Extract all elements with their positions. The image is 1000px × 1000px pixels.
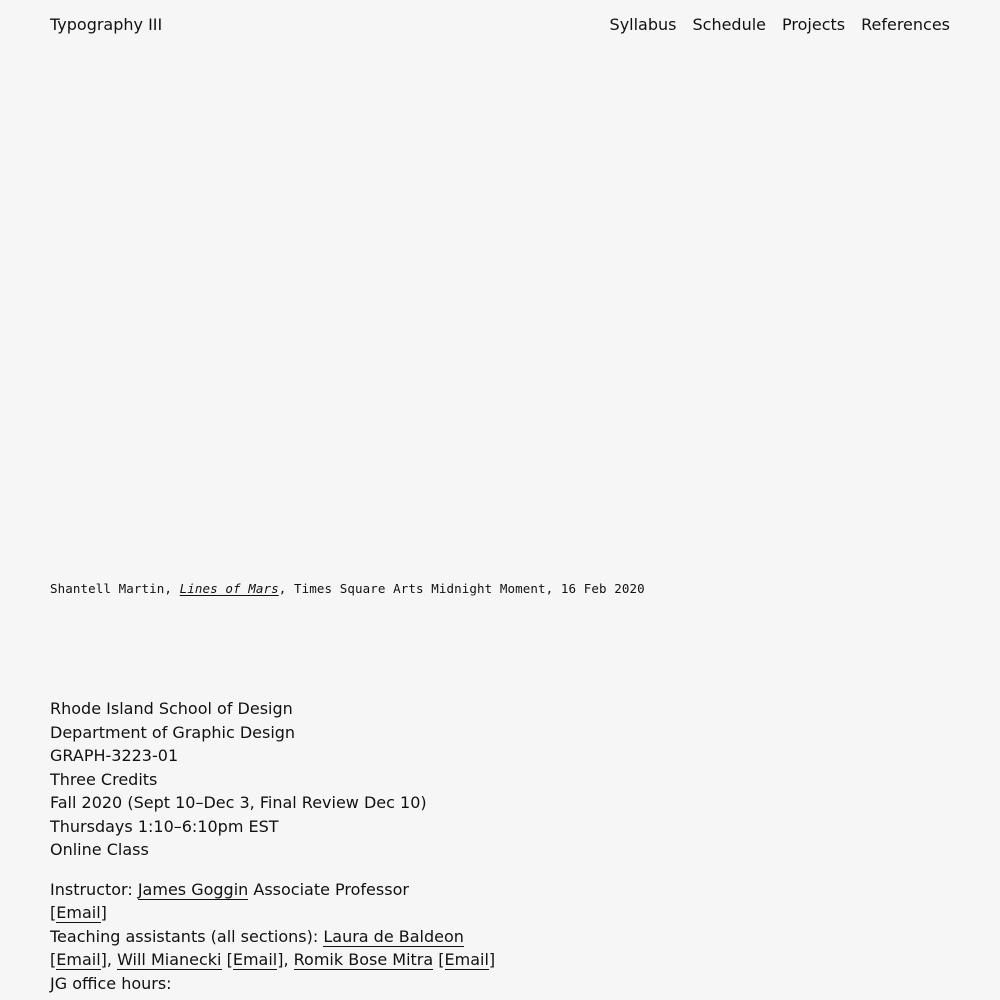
spacer <box>50 862 510 878</box>
ta-label: Teaching assistants (all sections): <box>50 926 324 946</box>
ta-laura-link[interactable]: Laura de Baldeon <box>323 926 464 946</box>
instructor-title: Associate Professor <box>248 879 409 899</box>
bracket-close: ] <box>488 950 496 969</box>
bracket-close: ] <box>100 950 107 969</box>
site-title[interactable]: Typography III <box>50 14 163 34</box>
site-header <box>50 12 950 36</box>
instructor-name-link[interactable]: James Goggin <box>137 879 249 899</box>
course-code: GRAPH-3223-01 <box>50 746 179 765</box>
caption-artist: Shantell Martin, <box>50 581 180 596</box>
course-meeting-time: Thursdays 1:10–6:10pm EST <box>50 816 279 836</box>
image-caption <box>50 581 645 596</box>
ta-will-link[interactable]: Will Mianecki <box>117 950 222 969</box>
nav-references-link[interactable]: References <box>861 14 950 34</box>
nav-schedule-link[interactable]: Schedule <box>692 14 767 34</box>
nav-projects-link[interactable]: Projects <box>782 14 846 34</box>
bracket-open: [ <box>50 950 57 969</box>
ta-romik-email-link[interactable]: Email <box>444 950 489 969</box>
course-format: Online Class <box>50 840 149 859</box>
office-hours-label: JG office hours: <box>50 973 172 993</box>
bracket-open: [ <box>50 903 57 922</box>
bracket-open: [ <box>438 950 445 969</box>
course-credits: Three Credits <box>50 769 158 789</box>
instructor-line <box>50 878 510 902</box>
caption-details: , Times Square Arts Midnight Moment, 16 Feb 2020 <box>278 581 645 596</box>
ta-romik-link[interactable]: Romik Bose Mitra <box>293 950 434 969</box>
instructor-email-line <box>50 901 510 925</box>
ta-will-email-link[interactable]: Email <box>232 950 278 969</box>
ta-emails-line <box>50 948 510 972</box>
course-term: Fall 2020 (Sept 10–Dec 3, Final Review Dec 10) <box>50 793 427 812</box>
caption-work-title-link[interactable]: Lines of Mars <box>179 581 279 596</box>
comma: , <box>283 950 294 969</box>
main-nav <box>610 15 950 34</box>
hero-image-area <box>50 48 950 568</box>
comma: , <box>106 950 118 969</box>
instructor-email-link[interactable]: Email <box>56 903 101 922</box>
bracket-close: ] <box>277 950 284 969</box>
school-name: Rhode Island School of Design <box>50 699 293 718</box>
course-info <box>50 697 510 995</box>
bracket-open: [ <box>226 950 233 969</box>
nav-syllabus-link[interactable]: Syllabus <box>609 14 677 34</box>
bracket-close: ] <box>100 903 107 922</box>
ta-laura-email-link[interactable]: Email <box>56 950 101 969</box>
ta-line <box>50 925 510 949</box>
instructor-label: Instructor: <box>50 879 138 899</box>
department-name: Department of Graphic Design <box>50 722 296 742</box>
